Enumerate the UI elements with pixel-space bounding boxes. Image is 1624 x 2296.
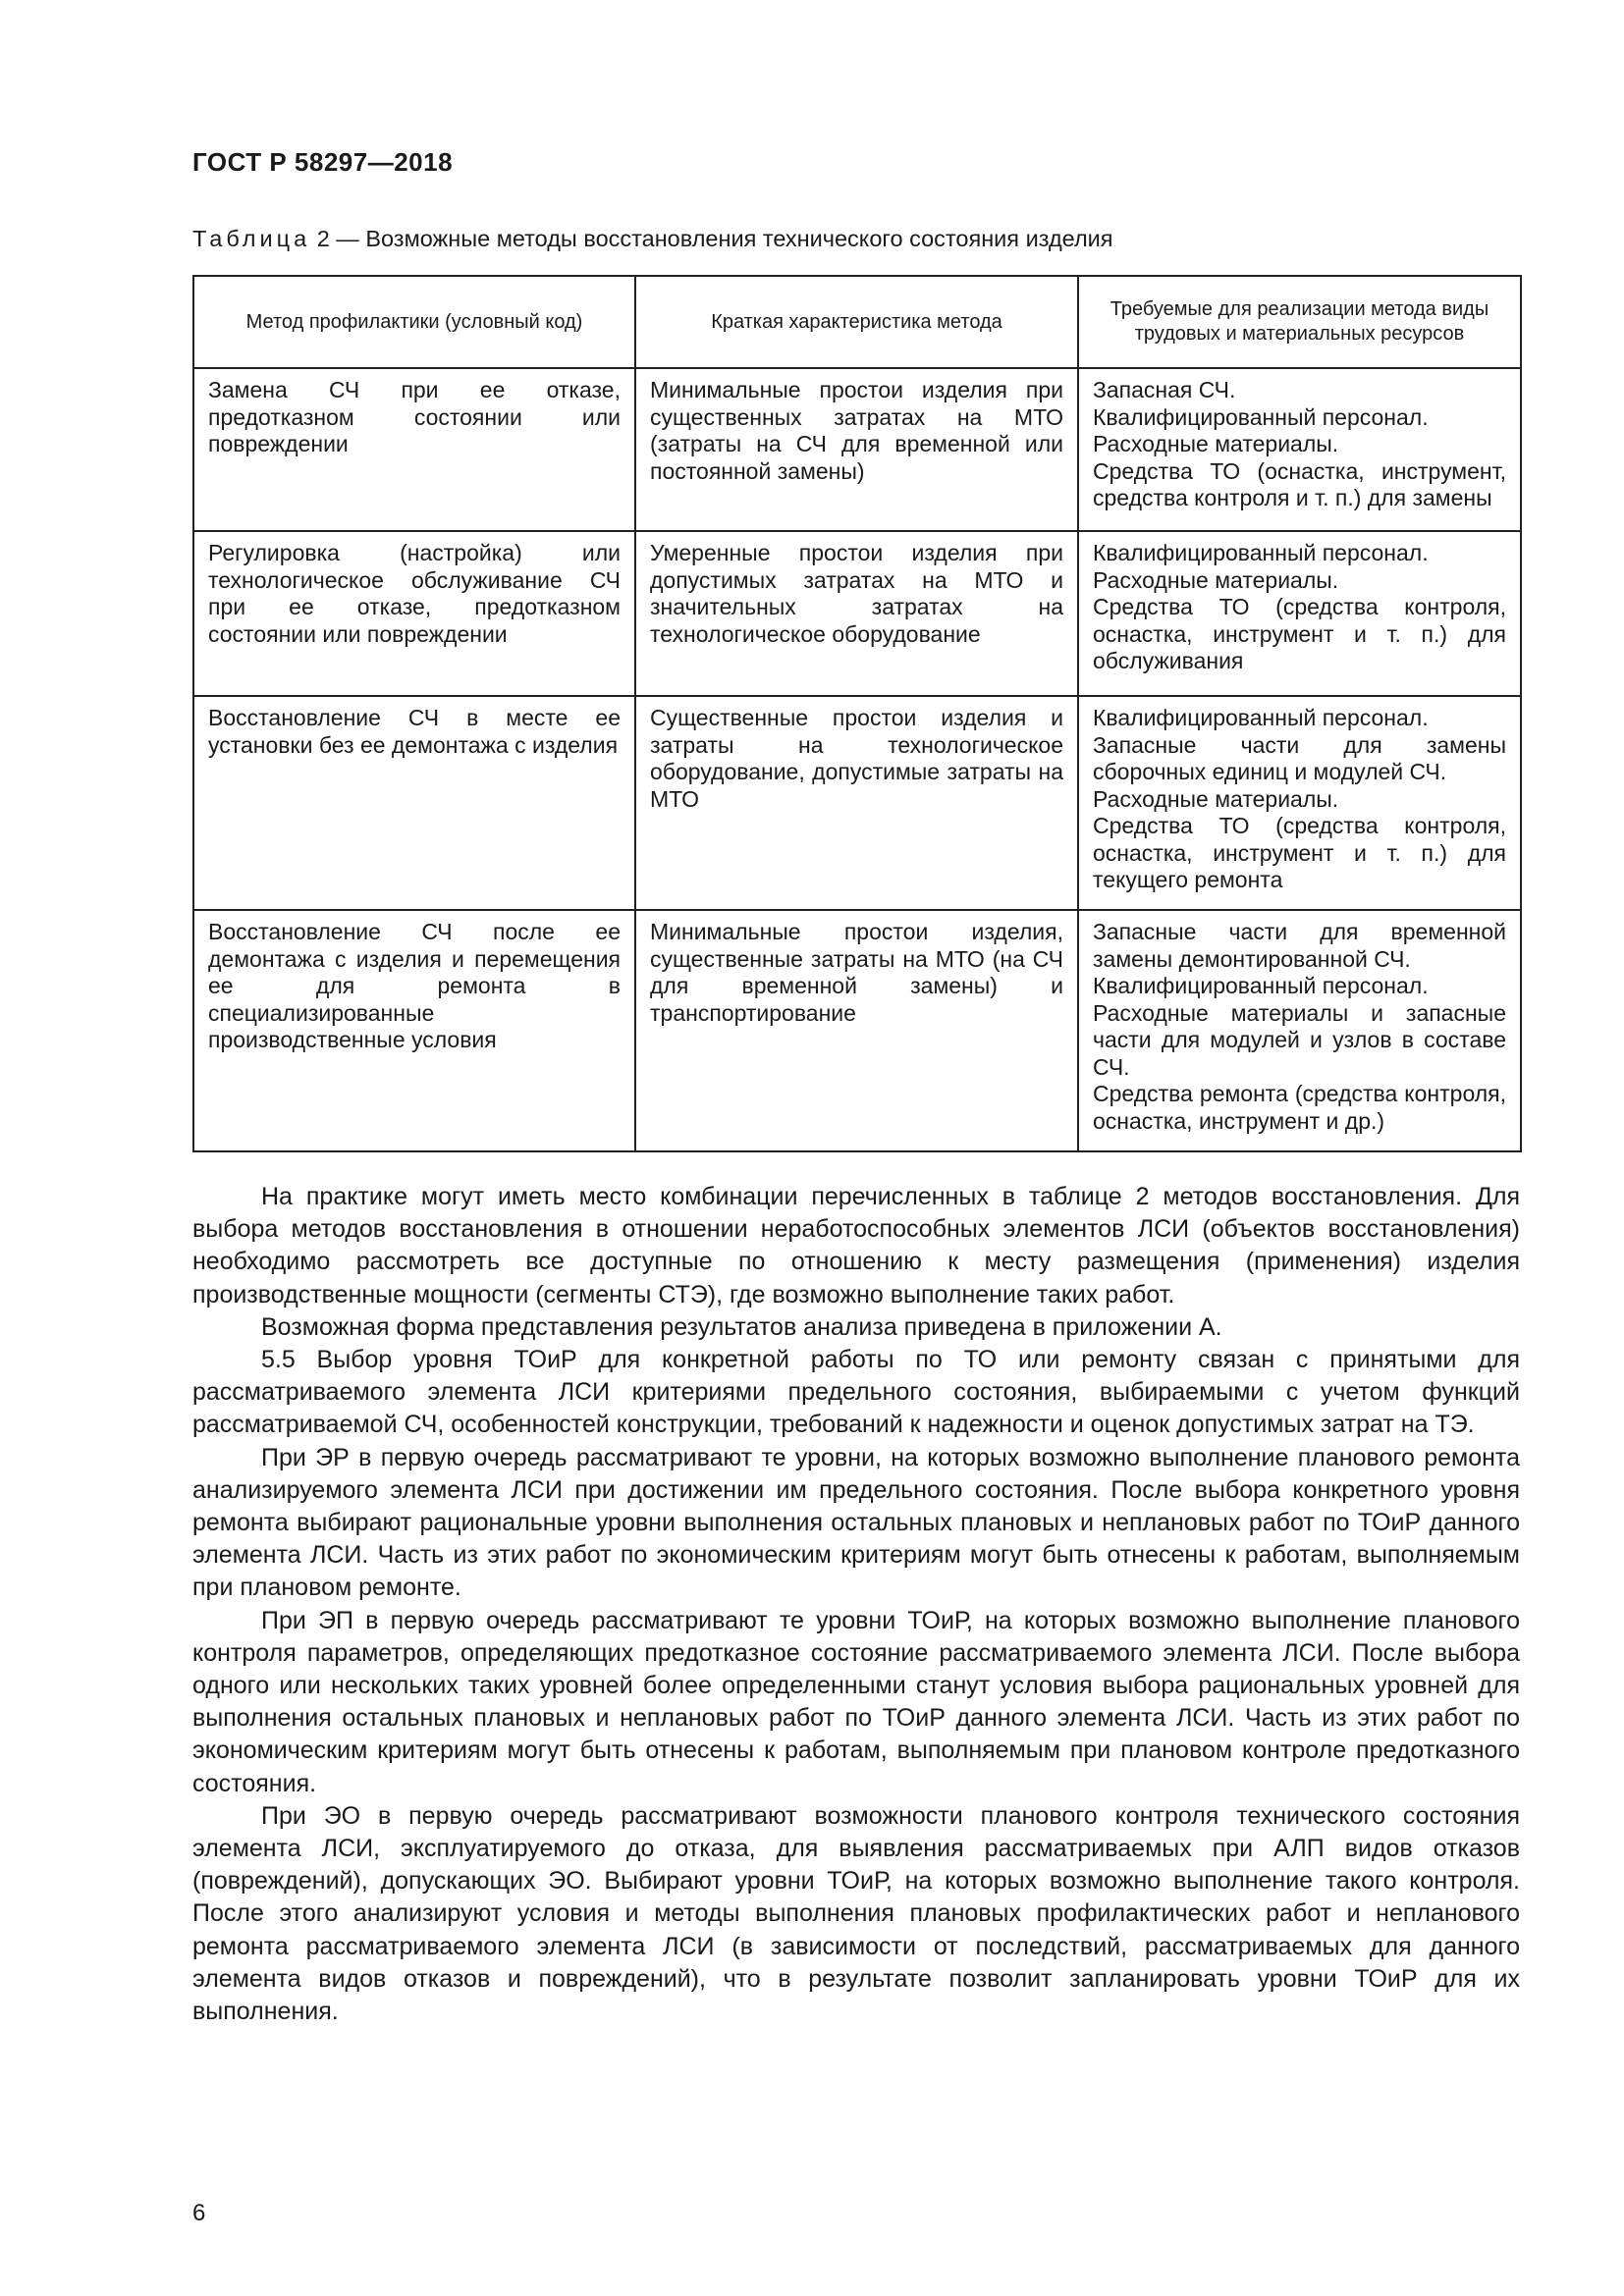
body-text <box>192 1181 1520 2028</box>
resource-item: Расходные материалы и запасные части для модулей и узлов в составе СЧ. <box>1093 999 1506 1080</box>
resource-item: Средства ТО (средства контроля, оснастка, инструмент и т. п.) для обслуживания <box>1093 594 1506 673</box>
resource-item: Расходные материалы. <box>1093 785 1339 812</box>
paragraph: При ЭП в первую очередь рассматривают те уровни ТОиР, на которых возможно выполнение планового контроля параметров, определяющих предотказное состояние рассматриваемого элемента ЛСИ. После выбора одного или нескольких таких уровней более определенными станут условия выбора рациональных уровней для выполнения остальных плановых и неплановых работ по ТОиР данного элемента ЛСИ. Часть из этих работ по экономическим критериям могут быть отнесены к работам, выполняемым при плановом контроле предотказного состояния. <box>192 1606 1520 1797</box>
cell-method: Восстановление СЧ в месте ее установки без ее демонтажа с изделия <box>193 696 635 910</box>
paragraph: При ЭР в первую очередь рассматривают те уровни, на которых возможно выполнение планового ремонта анализируемого элемента ЛСИ при достижении им предельного состояния. После выбора конкретного уровня ремонта выбирают рациональные уровни выполнения остальных плановых и неплановых работ по ТОиР данного элемента ЛСИ. Часть из этих работ по экономическим критериям могут быть отнесены к работам, выполняемым при плановом ремонте. <box>192 1443 1520 1602</box>
table-header-row <box>193 276 1521 368</box>
paragraph: 5.5 Выбор уровня ТОиР для конкретной работы по ТО или ремонту связан с принятыми для рассматриваемого элемента ЛСИ критериями предельного состояния, выбираемыми с учетом функций рассматриваемой СЧ, особенностей конструкции, требований к надежности и оценок допустимых затрат на ТЭ. <box>192 1346 1520 1439</box>
page-header: ГОСТ Р 58297—2018 <box>192 147 454 177</box>
resource-item: Расходные материалы. <box>1093 431 1339 456</box>
methods-table <box>192 275 1522 1152</box>
cell-resources <box>1078 910 1521 1151</box>
resource-item: Запасная СЧ. <box>1093 377 1236 402</box>
resource-item: Средства ТО (средства контроля, оснастка, инструмент и т. п.) для текущего ремонта <box>1093 813 1506 892</box>
resource-item: Расходные материалы. <box>1093 566 1339 593</box>
cell-method: Замена СЧ при ее отказе, предотказном состоянии или повреждении <box>193 368 635 531</box>
resource-item: Запасные части для временной замены демонтированной СЧ. <box>1093 919 1506 972</box>
resource-item: Квалифицированный персонал. <box>1093 705 1429 730</box>
paragraph: При ЭО в первую очередь рассматривают возможности планового контроля технического состояния элемента ЛСИ, эксплуатируемого до отказа, для выявления рассматриваемых при АЛП видов отказов (повреждений), допускающих ЭО. Выбирают уровни ТОиР, на которых возможно выполнение такого контроля. После этого анализируют условия и методы выполнения плановых профилактических работ и непланового ремонта рассматриваемого элемента ЛСИ (в зависимости от последствий, рассматриваемых для данного элемента видов отказов и повреждений), что в результате позволит запланировать уровни ТОиР для их выполнения. <box>192 1801 1520 2026</box>
page-number: 6 <box>192 2200 206 2226</box>
paragraph: Возможная форма представления результатов анализа приведена в приложении А. <box>261 1312 1222 1341</box>
resource-item: Запасные части для замены сборочных единиц и модулей СЧ. <box>1093 731 1506 784</box>
cell-description: Существенные простои изделия и затраты на технологическое оборудование, допустимые затраты на МТО <box>635 696 1078 910</box>
cell-method: Регулировка (настройка) или технологическое обслуживание СЧ при ее отказе, предотказном состоянии или повреждении <box>193 531 635 696</box>
table-caption <box>192 226 1113 252</box>
cell-resources <box>1078 531 1521 696</box>
header-description: Краткая характеристика метода <box>635 276 1078 368</box>
resource-item: Средства ТО (оснастка, инструмент, средства контроля и т. п.) для замены <box>1093 457 1506 510</box>
table-row <box>193 910 1521 1151</box>
table-caption-label: Таблица <box>192 226 311 251</box>
cell-method: Восстановление СЧ после ее демонтажа с изделия и перемещения ее для ремонта в специализированные производственные условия <box>193 910 635 1151</box>
resource-item: Квалифицированный персонал. <box>1093 403 1429 430</box>
table-row <box>193 696 1521 910</box>
table-row <box>193 531 1521 696</box>
header-resources: Требуемые для реализации метода виды трудовых и материальных ресурсов <box>1078 276 1521 368</box>
cell-resources <box>1078 368 1521 531</box>
paragraph: На практике могут иметь место комбинации перечисленных в таблице 2 методов восстановления. Для выбора методов восстановления в отношении неработоспособных элементов ЛСИ (объектов восстановления) необходимо рассмотреть все доступные по отношению к месту размещения (применения) изделия производственные мощности (сегменты СТЭ), где возможно выполнение таких работ. <box>192 1183 1520 1308</box>
cell-description: Минимальные простои изделия, существенные затраты на МТО (на СЧ для временной замены) и транспортирование <box>635 910 1078 1151</box>
cell-resources <box>1078 696 1521 910</box>
table-caption-text: 2 — Возможные методы восстановления технического состояния изделия <box>316 226 1113 251</box>
cell-description: Умеренные простои изделия при допустимых затратах на МТО и значительных затратах на технологическое оборудование <box>635 531 1078 696</box>
cell-description: Минимальные простои изделия при существенных затратах на МТО (затраты на СЧ для временной или постоянной замены) <box>635 368 1078 531</box>
resource-item: Квалифицированный персонал. <box>1093 973 1429 998</box>
table-row <box>193 368 1521 531</box>
resource-item: Средства ремонта (средства контроля, оснастка, инструмент и др.) <box>1093 1081 1506 1134</box>
resource-item: Квалифицированный персонал. <box>1093 540 1429 565</box>
header-method: Метод профилактики (условный код) <box>193 276 635 368</box>
